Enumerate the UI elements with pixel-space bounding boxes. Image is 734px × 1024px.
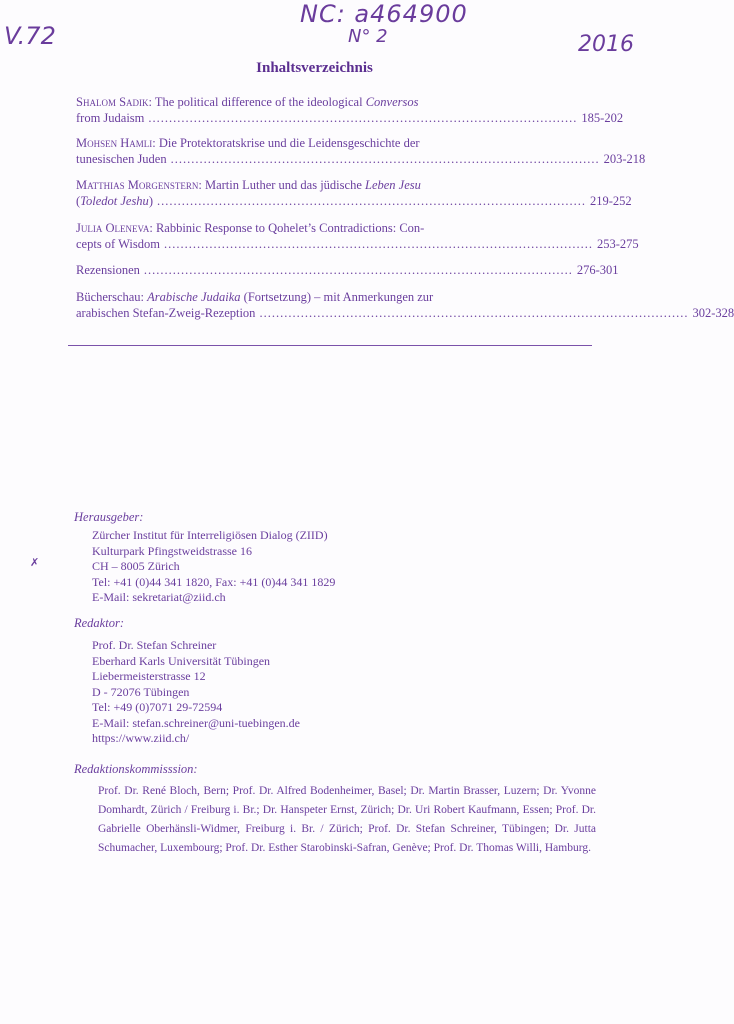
handwritten-issue-number: N° 2 [348, 26, 388, 47]
toc-entry: Mohsen Hamli: Die Protektoratskrise und die Leidensgeschichte der tunesischen Juden ........................................................................................................ 203-218 [76, 136, 646, 166]
toc-title-line1: The political difference of the ideological [154, 95, 366, 109]
kommission-heading: Redaktionskommisssion: [74, 762, 198, 776]
handwritten-call-number: NC: a464900 [300, 0, 468, 28]
divider [68, 345, 592, 346]
toc-pages: 276-301 [576, 263, 619, 277]
redaktor-heading: Redaktor: [74, 616, 124, 630]
address-line: Tel: +41 (0)44 341 1820, Fax: +41 (0)44 341 1829 [92, 574, 336, 589]
toc-title-line1: Rezensionen [76, 263, 140, 277]
toc-pages: 219-252 [589, 194, 632, 208]
toc-title-line2: ( [76, 194, 81, 208]
toc-title-prefix: Bücherschau: [76, 290, 148, 304]
toc-title-italic: Leben Jesu [365, 178, 421, 192]
toc-author: Shalom Sadik: [76, 95, 152, 109]
address-line: E-Mail: stefan.schreiner@uni-tuebingen.de [92, 715, 300, 730]
toc-author: Mohsen Hamli: [76, 136, 156, 150]
address-line: E-Mail: sekretariat@ziid.ch [92, 590, 226, 604]
toc-entry: Rezensionen ........................................................................................................ 276-301 [76, 263, 619, 277]
toc-title-italic: Conversos [365, 95, 419, 109]
handwritten-year: 2016 [578, 32, 634, 57]
toc-pages: 302-328 [692, 306, 734, 320]
toc-author: Julia Oleneva: [76, 221, 153, 235]
toc-title-italic: Arabische Judaika [147, 290, 241, 304]
toc-title-line1: Martin Luther und das jüdische [204, 178, 365, 192]
pen-mark: ✗ [30, 557, 40, 569]
toc-title-line2-italic: Toledot Jeshu [80, 194, 149, 208]
address-line: https://www.ziid.ch/ [92, 731, 190, 745]
toc-entry: Bücherschau: Arabische Judaika (Fortsetzung) – mit Anmerkungen zur arabischen Stefan-Zweig-Rezeption ........................................................................................................ 302-328 [76, 290, 734, 320]
toc-entry: Shalom Sadik: The political difference of the ideological Conversos from Judaism ........................................................................................................ 185-202 [76, 95, 624, 125]
herausgeber-heading: Herausgeber: [74, 510, 144, 524]
toc-title-line2: arabischen Stefan-Zweig-Rezeption [76, 306, 256, 320]
toc-title-line2: from Judaism [76, 111, 145, 125]
kommission-members: Prof. Dr. René Bloch, Bern; Prof. Dr. Alfred Bodenheimer, Basel; Dr. Martin Brasser, Luzern; Dr. Yvonne Domhardt, Zürich / Freiburg i. Br.; Dr. Hanspeter Ernst, Zürich; Dr. Uri Robert Kaufmann, Essen; Prof. Dr. Gabrielle Oberhänsli-Widmer, Freiburg i. Br. / Zürich; Prof. Dr. Stefan Schreiner, Tübingen; Dr. Jutta Schumacher, Luxembourg; Prof. Dr. Esther Starobinski-Safran, Genève; Prof. Dr. Thomas Willi, Hamburg. [98, 785, 596, 854]
toc-title-line2-rest: ) [148, 194, 153, 208]
toc-title-line2: tunesischen Juden [76, 152, 167, 166]
address-line: CH – 8005 Zürich [92, 559, 180, 573]
address-line: Liebermeisterstrasse 12 [92, 669, 206, 683]
toc-entry: Matthias Morgenstern: Martin Luther und das jüdische Leben Jesu (Toledot Jeshu) ........................................................................................................ 219-252 [76, 178, 632, 208]
toc-pages: 185-202 [581, 111, 624, 125]
address-line: Eberhard Karls Universität Tübingen [92, 653, 271, 668]
herausgeber-address [92, 528, 335, 606]
toc-title-line1: (Fortsetzung) – mit Anmerkungen zur [240, 290, 434, 304]
address-line: Kulturpark Pfingstweidstrasse 16 [92, 543, 252, 558]
toc-title-line1: Die Protektoratskrise und die Leidensgeschichte der [158, 136, 420, 150]
toc-title-line1: Rabbinic Response to Qohelet’s Contradictions: Con- [155, 221, 425, 235]
toc-entry: Julia Oleneva: Rabbinic Response to Qohelet’s Contradictions: Con- cepts of Wisdom ........................................................................................................ 253-275 [76, 221, 639, 251]
toc-pages: 203-218 [603, 152, 646, 166]
address-line: D - 72076 Tübingen [92, 684, 190, 699]
address-line: Prof. Dr. Stefan Schreiner [92, 638, 217, 652]
handwritten-volume-note: V.72 [4, 22, 56, 50]
page-title: Inhaltsverzeichnis [256, 60, 373, 76]
redaktor-address [92, 638, 300, 747]
toc-pages: 253-275 [596, 237, 639, 251]
toc-author: Matthias Morgenstern: [76, 178, 202, 192]
toc-title-line2: cepts of Wisdom [76, 237, 160, 251]
address-line: Tel: +49 (0)7071 29-72594 [92, 700, 223, 714]
address-line: Zürcher Institut für Interreligiösen Dialog (ZIID) [92, 528, 328, 542]
